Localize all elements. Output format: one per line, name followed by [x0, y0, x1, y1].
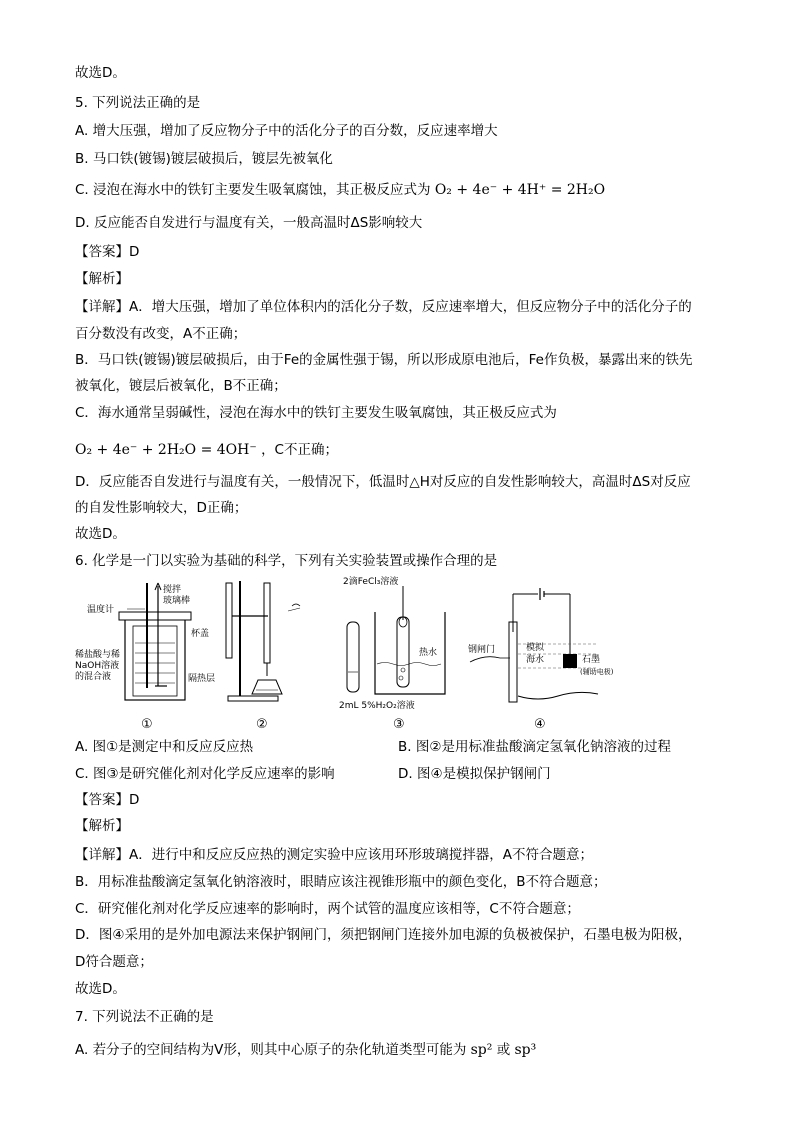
- label-insulation: 隔热层: [188, 674, 215, 684]
- hybrid-sp3: sp³: [514, 1042, 537, 1058]
- answer-5: 【答案】D: [75, 244, 140, 260]
- analysis-5-b-1: B．马口铁(镀锡)镀层破损后，由于Fe的金属性强于锡，所以形成原电池后，Fe作负极，暴露出来的铁先: [75, 352, 693, 368]
- figure-protection: [468, 572, 618, 733]
- label-steel-gate: 钢闸门: [468, 645, 496, 655]
- figure-calorimeter: [75, 578, 215, 733]
- conclusion-5: 故选D。: [75, 526, 126, 542]
- analysis-5-d-2: 的自发性影响较大，D正确；: [75, 500, 248, 516]
- question-6-option-b: B. 图②是用标准盐酸滴定氢氧化钠溶液的过程: [398, 739, 671, 755]
- question-6-stem: 6. 化学是一门以实验为基础的科学，下列有关实验装置或操作合理的是: [75, 553, 498, 569]
- hybrid-sp2: sp²: [470, 1042, 493, 1058]
- question-6-option-c: C. 图③是研究催化剂对化学反应速率的影响: [75, 766, 335, 782]
- label-glass-rod: 玻璃棒: [163, 596, 191, 606]
- question-5-stem: 5. 下列说法正确的是: [75, 95, 201, 111]
- equation-acidic: O₂ + 4e⁻ + 4H⁺ = 2H₂O: [434, 182, 606, 198]
- label-lid: 杯盖: [191, 629, 210, 639]
- analysis-6-a: 【详解】A．进行中和反应反应热的测定实验中应该用环形玻璃搅拌器，A不符合题意；: [75, 847, 593, 863]
- question-5-option-b: B. 马口铁(镀锡)镀层破损后，镀层先被氧化: [75, 151, 333, 167]
- analysis-5-c-2: [75, 440, 725, 460]
- label-h2o2: 2mL 5%H₂O₂溶液: [339, 701, 415, 711]
- option-a-text: A. 若分子的空间结构为V形，则其中心原子的杂化轨道类型可能为: [75, 1042, 467, 1058]
- answer-6: 【答案】D: [75, 792, 140, 808]
- figure-catalyst: [335, 572, 465, 733]
- analysis-5-b-2: 被氧化，镀层后被氧化，B不正确；: [75, 378, 287, 394]
- analysis-6-heading: 【解析】: [75, 818, 129, 834]
- figure-4-number: ④: [534, 717, 546, 732]
- analysis-5-a-2: 百分数没有改变，A不正确；: [75, 326, 247, 342]
- analysis-5-a-1: 【详解】A．增大压强，增加了单位体积内的活化分子数，反应速率增大，但反应物分子中的活化分子的: [75, 299, 692, 315]
- label-mixture-2: NaOH溶液: [75, 661, 120, 671]
- question-7-stem: 7. 下列说法不正确的是: [75, 1009, 214, 1025]
- conclusion-prev: 故选D。: [75, 65, 126, 81]
- label-fecl3-drops: 2滴FeCl₃溶液: [343, 577, 399, 587]
- figure-3-number: ③: [393, 717, 405, 732]
- question-5-option-c: [75, 180, 725, 200]
- option-c-text: C. 浸泡在海水中的铁钉主要发生吸氧腐蚀，其正极反应式为: [75, 182, 431, 198]
- question-7-option-a: [75, 1040, 725, 1060]
- label-stirrer: 搅拌: [163, 585, 182, 595]
- label-aux-electrode: (辅助电极): [580, 668, 614, 676]
- equation-basic: O₂ + 4e⁻ + 2H₂O = 4OH⁻: [75, 442, 257, 458]
- analysis-5-c-1: C．海水通常呈弱碱性，浸泡在海水中的铁钉主要发生吸氧腐蚀，其正极反应式为: [75, 405, 557, 421]
- figure-1-number: ①: [141, 717, 153, 732]
- label-mixture-3: 的混合液: [75, 672, 112, 682]
- analysis-6-d-2: D符合题意；: [75, 954, 153, 970]
- option-a-or: 或: [496, 1042, 511, 1058]
- question-5-option-d: D. 反应能否自发进行与温度有关，一般高温时ΔS影响较大: [75, 215, 423, 231]
- question-5-option-a: A. 增大压强，增加了反应物分子中的活化分子的百分数，反应速率增大: [75, 123, 498, 139]
- analysis-5-c-verdict: ，C不正确；: [261, 442, 338, 458]
- label-seawater: 海水: [526, 655, 545, 665]
- conclusion-6: 故选D。: [75, 981, 126, 997]
- analysis-6-b: B．用标准盐酸滴定氢氧化钠溶液时，眼睛应该注视锥形瓶中的颜色变化，B不符合题意；: [75, 874, 607, 890]
- analysis-6-c: C．研究催化剂对化学反应速率的影响时，两个试管的温度应该相等，C不符合题意；: [75, 901, 580, 917]
- figure-2-number: ②: [256, 717, 268, 732]
- analysis-6-d-1: D．图④采用的是外加电源法来保护钢闸门，须把钢闸门连接外加电源的负极被保护，石墨电极为阳极，: [75, 927, 692, 943]
- figure-titration: [220, 578, 320, 733]
- label-mixture-1: 稀盐酸与稀: [75, 650, 121, 660]
- label-graphite: 石墨: [582, 655, 601, 665]
- analysis-5-heading: 【解析】: [75, 271, 129, 287]
- question-6-option-a: A. 图①是测定中和反应反应热: [75, 739, 254, 755]
- analysis-5-d-1: D．反应能否自发进行与温度有关，一般情况下，低温时△H对反应的自发性影响较大，高温时ΔS对反应: [75, 474, 691, 490]
- label-simulated: 模拟: [526, 643, 545, 653]
- label-thermometer: 温度计: [87, 605, 115, 615]
- question-6-option-d: D. 图④是模拟保护钢闸门: [398, 766, 551, 782]
- label-hot-water: 热水: [419, 648, 438, 658]
